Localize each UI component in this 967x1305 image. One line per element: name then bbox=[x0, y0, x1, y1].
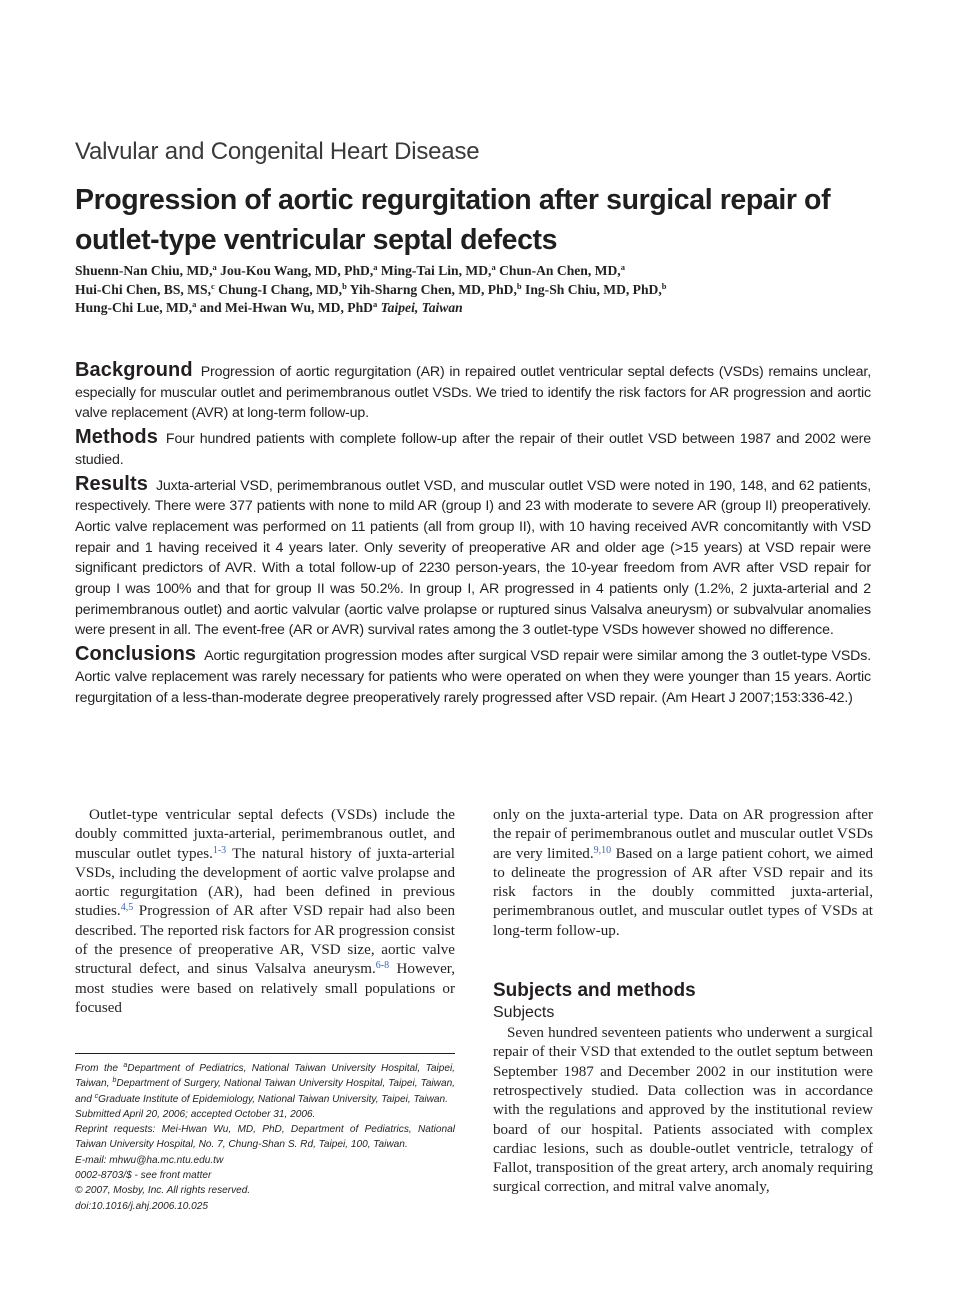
affiliation-mark: a bbox=[192, 299, 197, 309]
author-list bbox=[75, 262, 895, 318]
email-link[interactable]: E-mail: mhwu@ha.mc.ntu.edu.tw bbox=[75, 1154, 224, 1166]
author-location: Taipei, Taiwan bbox=[380, 300, 463, 315]
affiliation-mark: a bbox=[123, 1062, 128, 1069]
footnote-divider bbox=[75, 1053, 455, 1054]
abstract-text: Juxta-arterial VSD, perimembranous outlet VSD, and muscular outlet VSD were noted in 190, 148, and 62 patients, respectively. There were 377 patients with none to mild AR (group I) and 23 with moderate to severe AR (group II) preoperatively. Aortic valve replacement was performed on 11 patients (all from group II), with 10 having received AVR concomitantly with VSD repair and 1 having received it 4 years later. Only severity of preoperative AR and older age (>15 years) at VSD repair were significant predictors of AVR. With a total follow-up of 2230 person-years, the 10-year freedom from AVR after VSD repair for group I was 100% and that for group II was 50.2%. In group I, AR progressed in 4 patients only (1.2%, 2 juxta-arterial and 2 perimembranous outlet) and aortic valvular (aortic valve prolapse or ruptured sinus Valsalva aneurysm) or subvalvular anomalies were present in all. The event-free (AR or AVR) survival rates among the 3 outlet-type VSDs however showed no difference. bbox=[75, 477, 871, 639]
affiliation-mark: a bbox=[372, 299, 378, 309]
affiliation-mark: b bbox=[342, 280, 347, 291]
citation-link[interactable]: 9,10 bbox=[593, 844, 612, 856]
author: Jou-Kou Wang, MD, PhD, bbox=[220, 263, 374, 278]
affiliation-mark: a bbox=[373, 262, 378, 272]
doi-link[interactable]: doi:10.1016/j.ahj.2006.10.025 bbox=[75, 1200, 209, 1212]
citation-link[interactable]: 4,5 bbox=[120, 902, 134, 914]
affiliation-mark: b bbox=[516, 280, 522, 291]
abstract-results bbox=[75, 474, 871, 642]
affiliation-mark: b bbox=[112, 1077, 117, 1085]
abstract-heading: Conclusions bbox=[75, 643, 197, 666]
author: Ming-Tai Lin, MD, bbox=[380, 263, 492, 278]
author: Hung-Chi Lue, MD, bbox=[75, 300, 193, 315]
body-text: However, most studies were based on relatively small populations or focused bbox=[75, 961, 455, 1016]
section-heading-subjects-methods: Subjects and methods bbox=[493, 980, 696, 1002]
abstract-text: Aortic regurgitation progression modes after surgical VSD repair were similar among the 3 outlet-type VSDs. Aortic valve replacement was rarely necessary for patients who were operated on when they were younger than 15 years. Aortic regurgitation of a less-than-moderate degree preoperatively rarely progressed after VSD repair. (Am Heart J 2007;153:336-42.) bbox=[75, 648, 871, 706]
footnote-text: From the bbox=[75, 1063, 124, 1074]
intro-paragraph bbox=[75, 806, 455, 1018]
intro-paragraph-continued bbox=[493, 806, 873, 941]
author: and Mei-Hwan Wu, MD, PhD bbox=[199, 300, 373, 315]
author: Yih-Sharng Chen, MD, PhD, bbox=[349, 281, 517, 297]
affiliation-mark: a bbox=[212, 262, 217, 272]
affiliations-note bbox=[75, 1061, 455, 1107]
body-text: The natural history of juxta-arterial VSDs, including the development of aortic valve prolapse and aortic regurgitation (AR), had been defined in previous studies. bbox=[75, 845, 455, 920]
author: Shuenn-Nan Chiu, MD, bbox=[75, 263, 213, 278]
submission-dates: Submitted April 20, 2006; accepted October 31, 2006. bbox=[75, 1108, 316, 1120]
abstract-conclusions bbox=[75, 644, 871, 708]
abstract-heading: Results bbox=[75, 472, 148, 495]
section-header: Valvular and Congenital Heart Disease bbox=[75, 138, 480, 165]
abstract-text: Progression of aortic regurgitation (AR) in repaired outlet ventricular septal defects (VSDs) remains unclear, especially for muscular outlet and perimembranous outlet VSDs. We tried to identify the risk factors for AR progression and aortic valve replacement (AVR) at long-term follow-up. bbox=[75, 364, 871, 422]
body-text: Progression of AR after VSD repair had also been described. The reported risk factors for AR progression consist of the presence of preoperative AR, VSD size, aortic valve structural defect, and sinus Valsalva aneurysm. bbox=[75, 903, 455, 978]
reprint-requests: Reprint requests: Mei-Hwan Wu, MD, PhD, Department of Pediatrics, National Taiwan University Hospital, No. 7, Chung-Shan S. Rd, Taipei, 100, Taiwan. bbox=[75, 1124, 455, 1151]
copyright-note: © 2007, Mosby, Inc. All rights reserved. bbox=[75, 1185, 251, 1197]
footnotes bbox=[75, 1061, 455, 1214]
citation-link[interactable]: 1-3 bbox=[212, 844, 227, 856]
subsection-heading-subjects: Subjects bbox=[493, 1004, 555, 1022]
abstract-background bbox=[75, 360, 871, 424]
affiliation-mark: a bbox=[491, 262, 496, 272]
footnote-text: Graduate Institute of Epidemiology, National Taiwan University, Taipei, Taiwan. bbox=[98, 1093, 448, 1105]
abstract-methods bbox=[75, 427, 871, 470]
affiliation-mark: c bbox=[94, 1092, 99, 1100]
abstract-heading: Methods bbox=[75, 426, 158, 449]
article-title: Progression of aortic regurgitation after surgical repair of outlet-type ventricular septal defects bbox=[75, 184, 831, 256]
author: Ing-Sh Chiu, MD, PhD, bbox=[525, 281, 662, 297]
affiliation-mark: c bbox=[210, 280, 215, 291]
body-column-right bbox=[493, 806, 873, 1198]
abstract-text: Four hundred patients with complete follow-up after the repair of their outlet VSD between 1987 and 2002 were studied. bbox=[75, 431, 871, 468]
body-text: Outlet-type ventricular septal defects (VSDs) include the doubly committed juxta-arterial, perimembranous outlet, and muscular outlet types. bbox=[75, 807, 455, 862]
affiliation-mark: a bbox=[620, 262, 625, 272]
abstract bbox=[75, 360, 871, 711]
subjects-paragraph: Seven hundred seventeen patients who underwent a surgical repair of their VSD that extended to the outlet septum between September 1987 and December 2002 in our institution were retrospectively studied. Data collection was in accordance with the regulations and approved by the institutional review board of our hospital. Patients associated with complex cardiac lesions, such as double-outlet ventricle, tetralogy of Fallot, transposition of the great artery, arch anomaly requiring surgical correction, and mitral valve anomaly, bbox=[493, 1025, 873, 1196]
issn-note: 0002-8703/$ - see front matter bbox=[75, 1170, 212, 1182]
author: Hui-Chi Chen, BS, MS, bbox=[75, 281, 211, 297]
affiliation-mark: b bbox=[661, 280, 667, 291]
citation-link[interactable]: 6-8 bbox=[375, 960, 390, 972]
author: Chun-An Chen, MD, bbox=[499, 263, 621, 278]
footnote-text: Department of Surgery, National Taiwan University Hospital, Taipei, Taiwan, and bbox=[75, 1078, 455, 1105]
footnote-text: Department of Pediatrics, National Taiwan University Hospital, Taipei, Taiwan, bbox=[75, 1063, 455, 1090]
abstract-heading: Background bbox=[75, 359, 193, 381]
body-column-left bbox=[75, 806, 455, 1018]
author: Chung-I Chang, MD, bbox=[218, 281, 343, 297]
body-text: only on the juxta-arterial type. Data on AR progression after the repair of perimembranous outlet and muscular outlet VSDs are very limited. bbox=[493, 807, 873, 862]
body-text: Based on a large patient cohort, we aimed to delineate the progression of AR after VSD repair and its risk factors in the doubly committed juxta-arterial, perimembranous outlet, and muscular outlet types of VSDs at long-term follow-up. bbox=[493, 845, 873, 939]
